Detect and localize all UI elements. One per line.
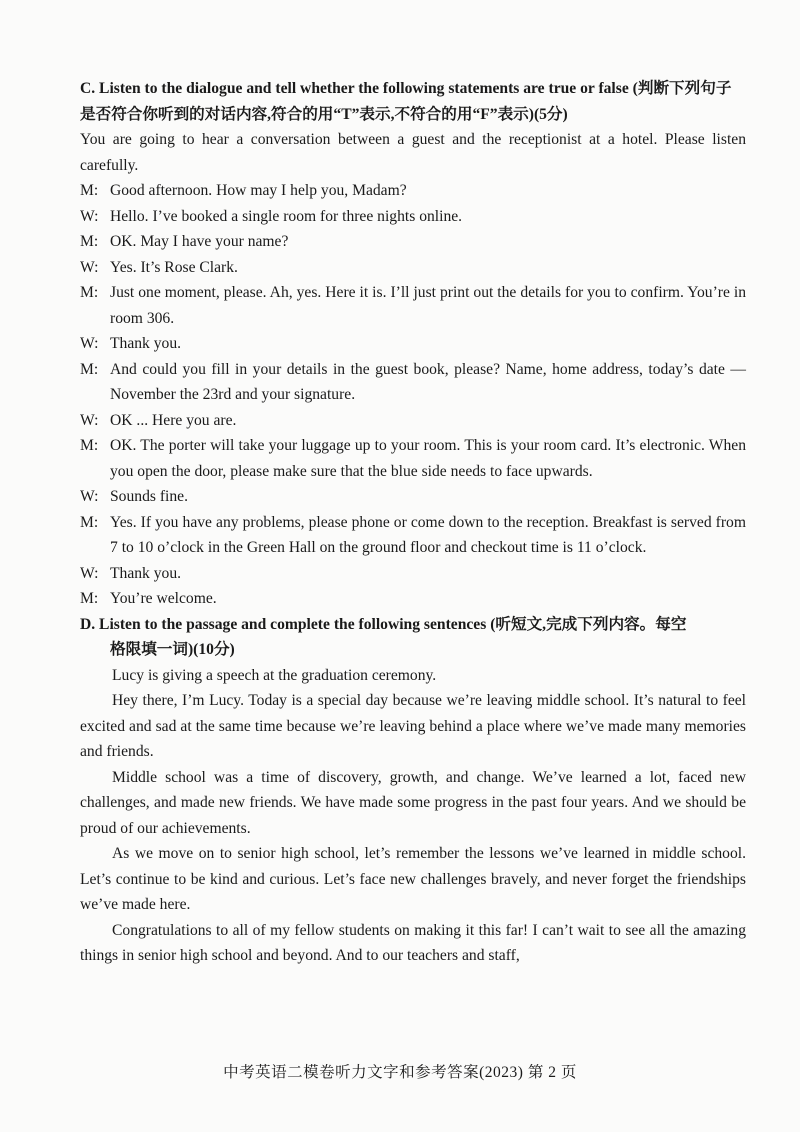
passage-paragraph: Hey there, I’m Lucy. Today is a special day because we’re leaving middle school. It’s natural to feel excited and sad at the same time because we’re leaving behind a place where we’ve made many memories and friends. (80, 692, 746, 760)
section-c-heading-en: C. Listen to the dialogue and tell whether the following statements are true or false (80, 80, 629, 97)
passage (80, 663, 746, 969)
utterance: Thank you. (110, 335, 182, 352)
dialogue-line (80, 408, 746, 434)
speaker-label: M: (80, 182, 99, 199)
page-content (80, 76, 746, 969)
speaker-label: W: (80, 258, 99, 276)
speaker-label: M: (80, 513, 99, 531)
section-c-heading-cn: (判断下列句子是否符合你听到的对话内容,符合的用“T”表示,不符合的用“F”表示)(5分) (80, 80, 732, 123)
speaker-label: W: (80, 564, 99, 582)
dialogue-line (80, 433, 746, 484)
utterance: Yes. If you have any problems, please phone or come down to the reception. Breakfast is served from 7 to 10 o’clock in the Green Hall on the ground floor and checkout time is 11 o’clock. (110, 513, 746, 556)
utterance: You’re welcome. (110, 590, 217, 607)
passage-paragraph: As we move on to senior high school, let’s remember the lessons we’ve learned in middle school. Let’s continue to be kind and curious. Let’s face new challenges bravely, and never forget the friendships we’ve made here. (80, 845, 746, 913)
utterance: OK. May I have your name? (110, 233, 289, 250)
dialogue-line (80, 586, 746, 612)
page-footer: 中考英语二模卷听力文字和参考答案(2023) 第 2 页 (223, 1064, 577, 1081)
speaker-label: M: (80, 360, 99, 378)
section-d-heading-cn-1: (听短文,完成下列内容。每空 (490, 615, 687, 633)
speaker-label: W: (80, 411, 99, 429)
passage-paragraph: Lucy is giving a speech at the graduation ceremony. (112, 666, 437, 684)
speaker-label: M: (80, 233, 99, 250)
dialogue-line (80, 255, 746, 281)
section-c-heading (80, 76, 746, 127)
utterance: Yes. It’s Rose Clark. (110, 258, 238, 276)
dialogue-line (80, 484, 746, 510)
dialogue (80, 178, 746, 612)
utterance: Just one moment, please. Ah, yes. Here it is. I’ll just print out the details for you to confirm. You’re in room 306. (110, 284, 746, 327)
utterance: Good afternoon. How may I help you, Madam? (110, 182, 407, 199)
dialogue-line (80, 561, 746, 587)
passage-paragraph: Congratulations to all of my fellow students on making it this far! I can’t wait to see all the amazing things in senior high school and beyond. And to our teachers and staff, (80, 921, 746, 964)
utterance: OK ... Here you are. (110, 411, 237, 429)
speaker-label: M: (80, 284, 99, 301)
speaker-label: W: (80, 335, 99, 352)
dialogue-line (80, 229, 746, 255)
dialogue-line (80, 178, 746, 204)
dialogue-line (80, 204, 746, 230)
speaker-label: M: (80, 437, 99, 454)
section-d-heading (80, 612, 746, 663)
dialogue-line (80, 331, 746, 357)
speaker-label: W: (80, 207, 99, 225)
section-d-heading-cn-2: 格限填一词)(10分) (110, 641, 235, 658)
utterance: And could you fill in your details in the guest book, please? Name, home address, today’s date — November the 23rd and your signature. (110, 360, 746, 403)
dialogue-line (80, 357, 746, 408)
speaker-label: W: (80, 488, 99, 505)
dialogue-line (80, 510, 746, 561)
section-d-heading-en: D. Listen to the passage and complete the following sentences (80, 615, 487, 633)
utterance: Hello. I’ve booked a single room for three nights online. (110, 207, 463, 225)
utterance: Thank you. (110, 564, 182, 582)
passage-paragraph: Middle school was a time of discovery, growth, and change. We’ve learned a lot, faced new challenges, and made new friends. We have made some progress in the past four years. And we should be proud of our achievements. (80, 768, 746, 837)
speaker-label: M: (80, 590, 99, 607)
section-c-intro: You are going to hear a conversation between a guest and the receptionist at a hotel. Please listen carefully. (80, 131, 746, 174)
dialogue-line (80, 280, 746, 331)
utterance: Sounds fine. (110, 488, 188, 505)
utterance: OK. The porter will take your luggage up to your room. This is your room card. It’s electronic. When you open the door, please make sure that the blue side needs to face upwards. (110, 437, 746, 480)
